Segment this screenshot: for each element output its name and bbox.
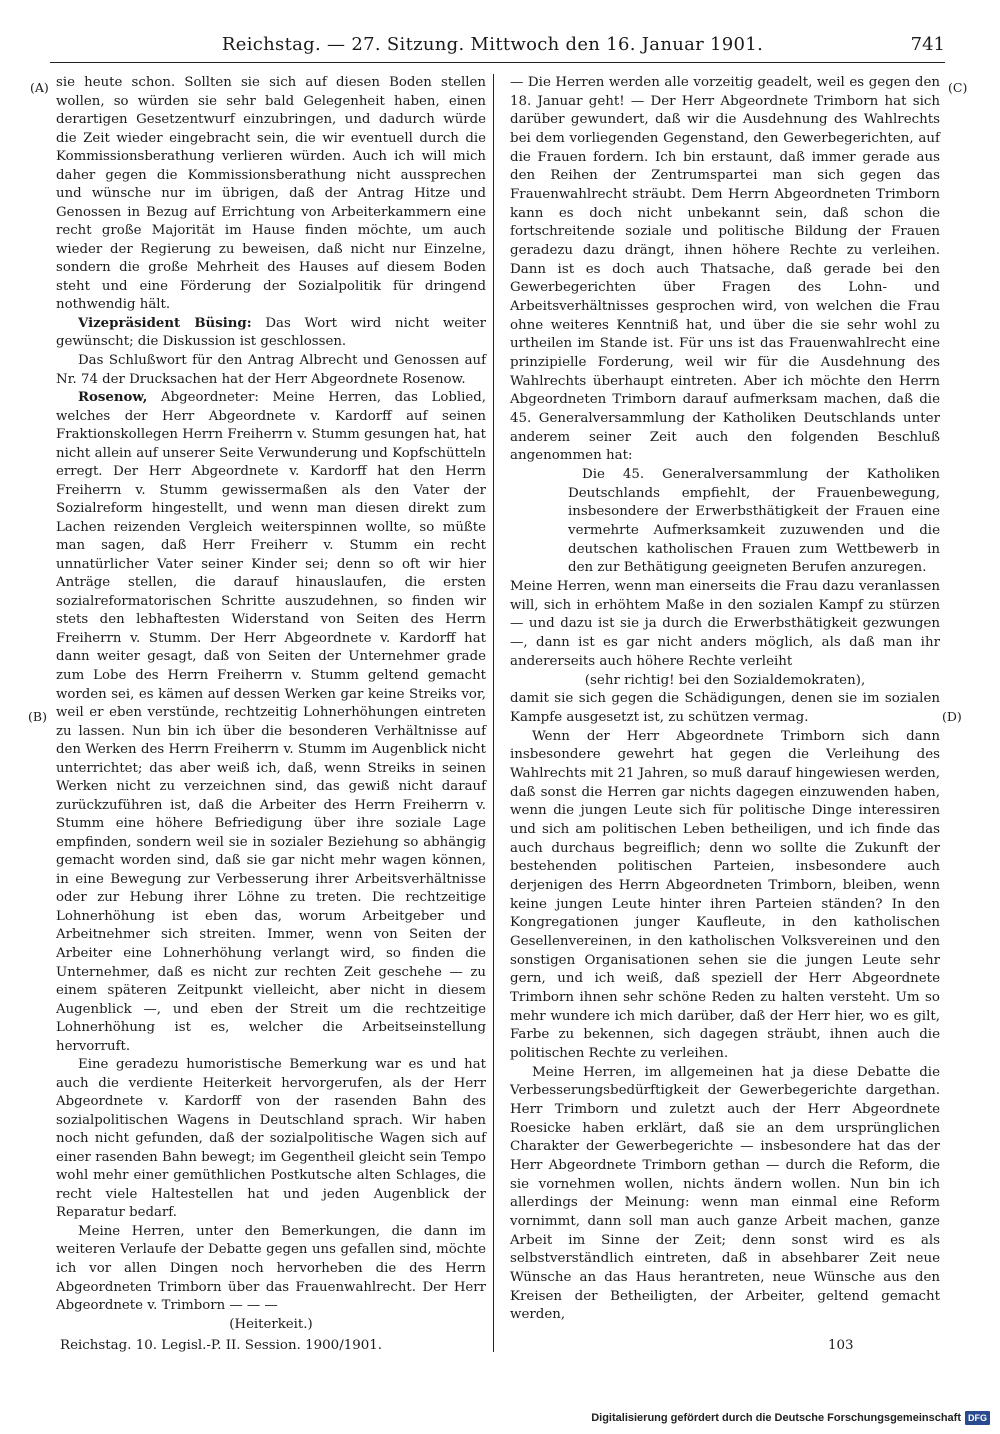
paragraph xyxy=(510,728,940,1064)
credit-text: Digitalisierung gefördert durch die Deutsche Forschungsgemeinschaft xyxy=(591,1412,961,1424)
paragraph-text: Eine geradezu humoristische Bemerkung war es und hat auch die verdiente Heiterkeit hervorgerufen, als der Herr Abgeordnete v. Kardorff von der rasenden Bahn des sozialpolitischen Wagens in Deutschland sprach. Wir haben noch nicht gefunden, daß der sozialpolitische Wagen sich auf einer rasenden Bahn bewegt; im Gegentheil gleicht sein Tempo wohl mehr einer gemüthlichen Postkutsche alten Schlages, die recht viele Haltestellen hat und jeden Augenblick der Reparatur bedarf. xyxy=(56,1057,486,1221)
paragraph-text: Wenn der Herr Abgeordnete Trimborn sich dann insbesondere gewehrt hat gegen die Verleihung des Wahlrechts mit 21 Jahren, so muß darauf hingewiesen werden, daß sonst die Herren gar nichts dagegen einzuwenden haben, wenn die jungen Leute sich für politische Dinge interessiren und sich am politischen Leben betheiligen, und ich finde das auch durchaus begreiflich; denn wo sollte die Zukunft der bestehenden politischen Parteien, insbesondere auch derjenigen des Herrn Abgeordneten Trimborn, bleiben, wenn keine jungen Leute hinter ihren Parteien ständen? In den Kongregationen junger Kaufleute, in den katholischen Gesellenvereinen, in den katholischen Volksvereinen und den sonstigen Organisationen sehen sie die jungen Leute sehr gern, und ich weiß, daß speziell der Herr Abgeordnete Trimborn ihnen sehr schöne Reden zu halten versteht. Um so mehr wundere ich mich darüber, daß der Herr hier, wo es gilt, Farbe zu bekennen, sich dagegen sträubt, ihnen auch die politischen Rechte zu verleihen. xyxy=(510,728,940,1061)
paragraph xyxy=(56,352,486,389)
interjection xyxy=(510,672,940,691)
paragraph-text: Meine Herren, unter den Bemerkungen, die dann im weiteren Verlaufe der Debatte gegen uns gefallen sind, möchte ich vor allen Dingen noch hervorheben die des Herrn Abgeordneten Trimborn über das Frauenwahlrecht. Der Herr Abgeordnete v. Trimborn — — — xyxy=(56,1223,486,1314)
margin-mark-b: (B) xyxy=(28,709,47,724)
paragraph xyxy=(510,578,940,671)
header-title: Reichstag. — 27. Sitzung. Mittwoch den 16. Januar 1901. xyxy=(221,34,764,55)
paragraph xyxy=(510,74,940,466)
footer-sheet-number: 103 xyxy=(828,1338,854,1353)
left-column xyxy=(56,74,486,1334)
paragraph-text: Die 45. Generalversammlung der Katholiken Deutschlands empfiehlt, der Frauenbewegung, insbesondere der Erwerbsthätigkeit der Frauen eine vermehrte Aufmerksamkeit zuzuwenden und die deutschen katholischen Frauen zum Wettbewerb in den zur Bethätigung geeigneten Berufen anzuregen. xyxy=(568,467,940,576)
paragraph-text: (Heiterkeit.) xyxy=(229,1316,313,1332)
paragraph-text: Das Wort wird nicht weiter gewünscht; die Diskussion ist geschlossen. xyxy=(56,315,486,350)
paragraph-text: Meine Herren, im allgemeinen hat ja diese Debatte die Verbesserungsbedürftigkeit der Gewerbegerichte dargethan. Herr Trimborn und zuletzt auch der Herr Abgeordnete Roesicke haben erklärt, daß sie an dem ursprünglichen Charakter der Gewerbegerichte — insbesondere hat das der Herr Abgeordnete Trimborn gethan — durch die Reform, die sie vornehmen wollen, nichts ändern wollen. Nun bin ich allerdings der Meinung: wenn man einmal eine Reform vornimmt, dann soll man auch ganze Arbeit machen, ganze Arbeit im Sinne der Zeit; denn sonst wird es als selbstverständlich eintreten, daß in absehbarer Zeit neue Wünsche an das Haus herantreten, neue Wünsche aus den Kreisen der Betheiligten, der Arbeiter, geltend gemacht werden, xyxy=(510,1064,940,1323)
margin-mark-a: (A) xyxy=(30,80,49,95)
column-divider xyxy=(493,74,494,1352)
paragraph-text: damit sie sich gegen die Schädigungen, denen sie im sozialen Kampfe ausgesetzt ist, zu schützen vermag. xyxy=(510,691,940,725)
paragraph-text: (sehr richtig! bei den Sozialdemokraten), xyxy=(584,672,866,688)
paragraph xyxy=(56,74,486,315)
paragraph-text: Abgeordneter: Meine Herren, das Loblied, welches der Herr Abgeordnete v. Kardorff auf seinen Fraktionskollegen Herrn Freiherrn v. Stumm gesungen hat, hat nicht allein auf unserer Seite Verwunderung und Kopfschütteln erregt. Der Herr Abgeordnete v. Kardorff hat den Herrn Freiherrn v. Stumm gewissermaßen als den Vater der Sozialreform hingestellt, und wenn man diesen direkt zum Lachen reizenden Vergleich weiterspinnen wollte, so müßte man sagen, daß Herr Freiherr v. Stumm ein recht unnatürlicher Vater seiner Kinder sei; denn so oft wir hier Anträge stellen, die darauf hinauslaufen, die ersten sozialreformatorischen Schritte auszudehnen, so finden wir stets den lebhaftesten Widerstand von Seiten des Herrn Freiherrn v. Stumm. Der Herr Abgeordnete v. Kardorff hat dann weiter gesagt, daß von Seiten der Unternehmer grade zum Lobe des Herrn Freiherrn v. Stumm geltend gemacht worden sei, es kämen auf dessen Werken gar keine Streiks vor, weil er eben verstünde, rechtzeitig Lohnerhöhungen eintreten zu lassen. Nun bin ich über die besonderen Verhältnisse auf den Werken des Herrn Freiherrn v. Stumm im Augenblick nicht unterrichtet; das aber weiß ich, daß, wenn Streiks in seinen Werken nicht zu verzeichnen sind, das gewiß nicht darauf zurückzuführen ist, daß die Arbeiter des Herrn Freiherrn v. Stumm eine höhere Befriedigung über ihre soziale Lage empfinden, sondern weil sie in sozialer Beziehung so abhängig gemacht worden sind, daß sie gar nicht mehr wagen können, in eine Bewegung zur Verbesserung ihrer Arbeitsverhältnisse oder zur Hebung ihrer Löhne zu treten. Die rechtzeitige Lohnerhöhung ist eben das, worum Arbeitgeber und Arbeitnehmer sich streiten. Immer, wenn von Seiten der Arbeiter eine Lohnerhöhung verlangt wird, so finden die Unternehmer, daß es nicht zur rechten Zeit geschehe — zu einem späteren Zeitpunkt vielleicht, aber nicht in diesem Augenblick —, und eben der Streit um die rechtzeitige Lohnerhöhung ist es, welcher die Arbeitseinstellung hervorruft. xyxy=(56,390,486,1054)
paragraph xyxy=(510,690,940,727)
interjection xyxy=(56,1316,486,1335)
digitization-credit xyxy=(591,1410,990,1426)
paragraph-text: Das Schlußwort für den Antrag Albrecht und Genossen auf Nr. 74 der Drucksachen hat der Herr Abgeordnete Rosenow. xyxy=(56,352,486,387)
dfg-logo-icon: DFG xyxy=(965,1411,990,1425)
margin-mark-c: (C) xyxy=(948,80,968,95)
paragraph-text: sie heute schon. Sollten sie sich auf diesen Boden stellen wollen, so würden sie sehr bald Gelegenheit haben, einen derartigen Gesetzentwurf einzubringen, und dadurch würde die Zeit wieder eingebracht sein, die wir eventuell durch die Kommissionsberathung verlieren würden. Auch ich will mich daher gegen die Kommissionsberathung nicht aussprechen und wünsche nur im übrigen, daß der Antrag Hitze und Genossen in Bezug auf Errichtung von Arbeiterkammern eine recht große Majorität im Hause finden möchte, um auch wieder der Regierung zu beweisen, daß nicht nur Einzelne, sondern die große Mehrheit des Hauses auf diesem Boden steht und eine Förderung der Sozialpolitik für dringend nothwendig hält. xyxy=(56,75,486,313)
paragraph xyxy=(510,1064,940,1325)
speaker-name: Vizepräsident Büsing: xyxy=(78,315,252,331)
header-rule xyxy=(50,62,945,63)
footer-session: Reichstag. 10. Legisl.-P. II. Session. 1900/1901. xyxy=(60,1338,383,1353)
paragraph-text: — Die Herren werden alle vorzeitig geadelt, weil es gegen den 18. Januar geht! — Der Herr Abgeordnete Trimborn hat sich darüber gewundert, daß wir die Ausdehnung des Wahlrechts bei dem vorliegenden Gegenstand, den Gewerbegerichten, auf die Frauen fordern. Ich bin erstaunt, daß immer gerade aus den Reihen der Zentrumspartei man sich gegen das Frauenwahlrecht sträubt. Dem Herrn Abgeordneten Trimborn kann es doch nicht unbekannt sein, daß schon die fortschreitende soziale und politische Bildung der Frauen geradezu dazu drängt, ihnen höhere Rechte zu verleihen. Dann ist es doch auch Thatsache, daß gerade bei den Gewerbegerichten über Fragen des Lohn- und Arbeitsverhältnisses gesprochen wird, von welchen die Frau ohne weiteres Kenntniß hat, und über die sie sehr wohl zu urtheilen im Stande ist. Für uns ist das Frauenwahlrecht eine prinzipielle Forderung, weil wir für die Ausdehnung des Wahlrechts überhaupt eintreten. Aber ich möchte den Herrn Abgeordneten Trimborn darauf aufmerksam machen, daß die 45. Generalversammlung der Katholiken Deutschlands unter anderem seiner Zeit auch den folgenden Beschluß angenommen hat: xyxy=(510,75,940,464)
paragraph xyxy=(56,389,486,1056)
paragraph xyxy=(56,315,486,352)
paragraph xyxy=(56,1223,486,1316)
paragraph-text: Meine Herren, wenn man einerseits die Frau dazu veranlassen will, sich in erhöhtem Maße in den sozialen Kampf zu stürzen — und dazu ist sie ja durch die Erwerbsthätigkeit gezwungen —, dann ist es gar nicht anders möglich, als daß man ihr andererseits auch höhere Rechte verleiht xyxy=(510,579,940,669)
margin-mark-d: (D) xyxy=(942,709,962,724)
block-quote xyxy=(568,466,940,578)
paragraph xyxy=(56,1056,486,1223)
page-number: 741 xyxy=(910,34,945,55)
speaker-name: Rosenow, xyxy=(78,390,148,406)
right-column xyxy=(510,74,940,1325)
page-header xyxy=(40,34,945,60)
